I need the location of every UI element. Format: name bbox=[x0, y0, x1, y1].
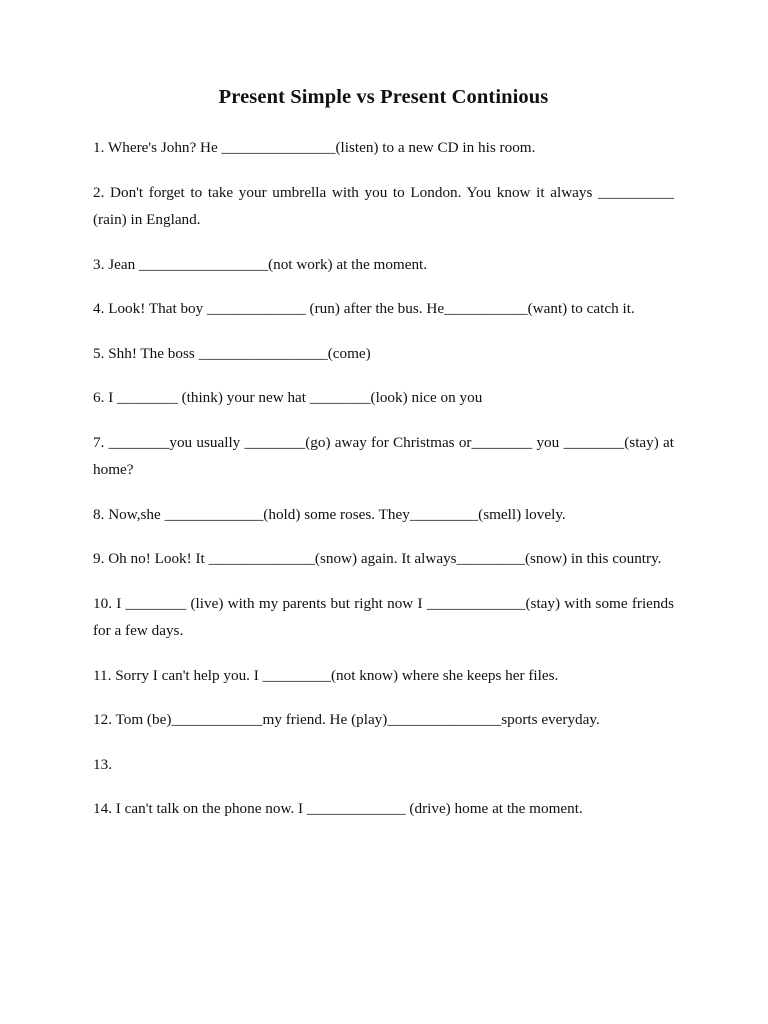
exercise-10: 10. I ________ (live) with my parents but right now I _____________(stay) with some friends for a few days. bbox=[93, 594, 674, 639]
worksheet-title: Present Simple vs Present Continious bbox=[218, 86, 549, 108]
exercise-11: 11. Sorry I can't help you. I _________(not know) where she keeps her files. bbox=[93, 666, 559, 684]
exercise-13: 13. bbox=[93, 755, 112, 773]
exercise-14: 14. I can't talk on the phone now. I _____________ (drive) home at the moment. bbox=[93, 800, 583, 817]
exercise-4: 4. Look! That boy _____________ (run) after the bus. He___________(want) to catch it. bbox=[93, 300, 635, 317]
exercise-2: 2. Don't forget to take your umbrella with you to London. You know it always __________ (rain) in England. bbox=[93, 183, 674, 228]
exercise-7: 7. ________you usually ________(go) away for Christmas or________ you ________(stay) at home? bbox=[93, 433, 674, 478]
exercise-9: 9. Oh no! Look! It ______________(snow) again. It always_________(snow) in this country. bbox=[93, 550, 662, 567]
exercise-12: 12. Tom (be)____________my friend. He (play)_______________sports everyday. bbox=[93, 711, 600, 728]
exercise-6: 6. I ________ (think) your new hat ________(look) nice on you bbox=[93, 389, 483, 406]
exercise-3: 3. Jean _________________(not work) at the moment. bbox=[93, 255, 428, 273]
exercise-5: 5. Shh! The boss _________________(come) bbox=[93, 344, 371, 362]
worksheet-page bbox=[93, 86, 674, 840]
exercise-1: 1. Where's John? He _______________(listen) to a new CD in his room. bbox=[93, 139, 536, 156]
exercise-8: 8. Now,she _____________(hold) some roses. They_________(smell) lovely. bbox=[93, 505, 566, 523]
